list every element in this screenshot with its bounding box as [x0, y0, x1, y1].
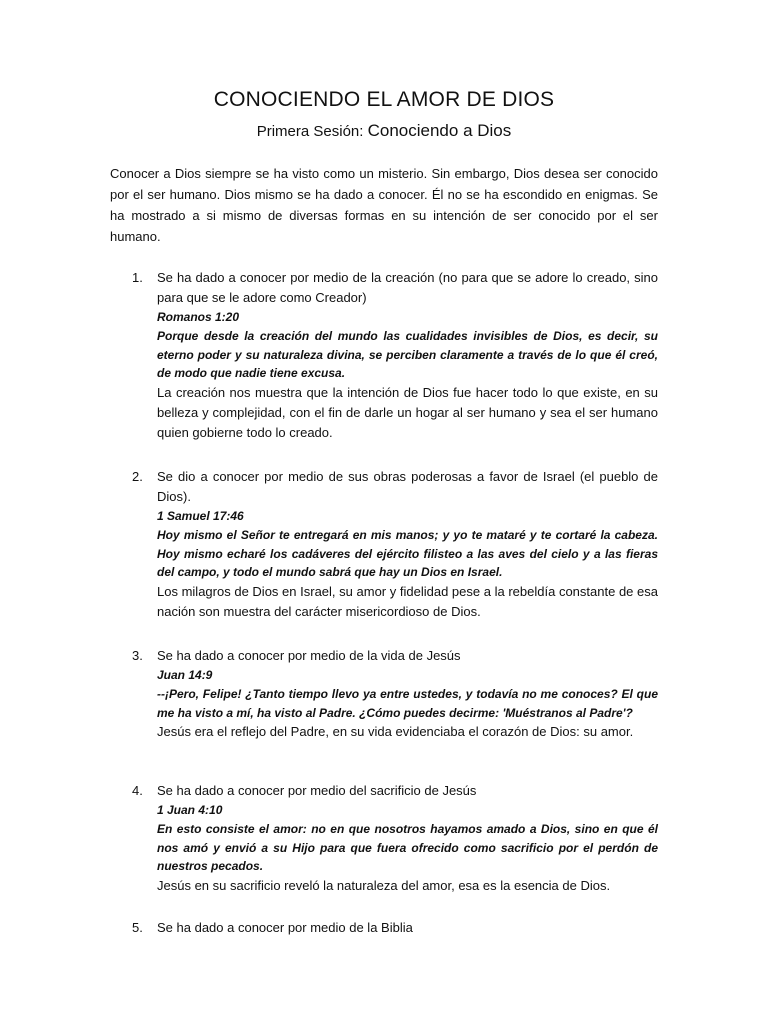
item-heading: Se ha dado a conocer por medio de la creación (no para que se adore lo creado, sino para que se le adore como Creador) [157, 270, 658, 305]
item-number: 2. [132, 469, 143, 484]
subtitle-main: Conociendo a Dios [367, 121, 512, 140]
list-item-2 [110, 467, 658, 622]
item-number: 4. [132, 783, 143, 798]
item-comment: Jesús en su sacrificio reveló la naturaleza del amor, esa es la esencia de Dios. [157, 877, 611, 893]
list-item-1 [110, 268, 658, 443]
document-title: CONOCIENDO EL AMOR DE DIOS [213, 88, 555, 111]
item-heading: Se ha dado a conocer por medio de la Biblia [157, 920, 413, 935]
bible-quote: Hoy mismo el Señor te entregará en mis manos; y yo te mataré y te cortaré la cabeza. Hoy mismo echaré los cadáveres del ejército filisteo a las aves del cielo y a las fieras del campo, y todo el mundo sabrá que hay un Dios en Israel. [157, 528, 658, 579]
item-comment: Los milagros de Dios en Israel, su amor y fidelidad pese a la rebeldía constante de esa nación son muestra del carácter misericordioso de Dios. [157, 583, 658, 619]
list-item-3 [110, 646, 658, 742]
item-heading: Se dio a conocer por medio de sus obras poderosas a favor de Israel (el pueblo de Dios). [157, 469, 658, 504]
item-heading: Se ha dado a conocer por medio del sacrificio de Jesús [157, 783, 477, 798]
item-comment: La creación nos muestra que la intención de Dios fue hacer todo lo que existe, en su belleza y complejidad, con el fin de darle un hogar al ser humano y sea el ser humano quien gobierne todo lo creado. [157, 384, 658, 440]
bible-quote: --¡Pero, Felipe! ¿Tanto tiempo llevo ya entre ustedes, y todavía no me conoces? El que me ha visto a mí, ha visto al Padre. ¿Cómo puedes decirme: 'Muéstranos al Padre'? [157, 687, 658, 720]
bible-reference: Juan 14:9 [157, 668, 213, 682]
list-item-5 [110, 918, 658, 938]
subtitle-prefix: Primera Sesión: [256, 123, 364, 140]
bible-reference: Romanos 1:20 [157, 310, 240, 324]
list-item-4 [110, 781, 658, 896]
item-number: 3. [132, 648, 143, 663]
bible-reference: 1 Samuel 17:46 [157, 509, 244, 523]
item-number: 1. [132, 270, 143, 285]
bible-quote: En esto consiste el amor: no en que nosotros hayamos amado a Dios, sino en que él nos amó y envió a su Hijo para que fuera ofrecido como sacrificio por el perdón de nuestros pecados. [157, 822, 658, 873]
item-number: 5. [132, 920, 143, 935]
intro-paragraph: Conocer a Dios siempre se ha visto como un misterio. Sin embargo, Dios desea ser conocido por el ser humano. Dios mismo se ha dado a conocer. Él no se ha escondido en enigmas. Se ha mostrado a si mismo de diversas formas en su intención de ser conocido por el ser humano. [110, 166, 658, 244]
bible-quote: Porque desde la creación del mundo las cualidades invisibles de Dios, es decir, su eterno poder y su naturaleza divina, se perciben claramente a través de lo que él creó, de modo que nadie tiene excusa. [157, 329, 658, 380]
item-comment: Jesús era el reflejo del Padre, en su vida evidenciaba el corazón de Dios: su amor. [157, 724, 634, 739]
item-heading: Se ha dado a conocer por medio de la vida de Jesús [157, 648, 461, 663]
bible-reference: 1 Juan 4:10 [157, 803, 223, 817]
document-subtitle [0, 121, 768, 141]
